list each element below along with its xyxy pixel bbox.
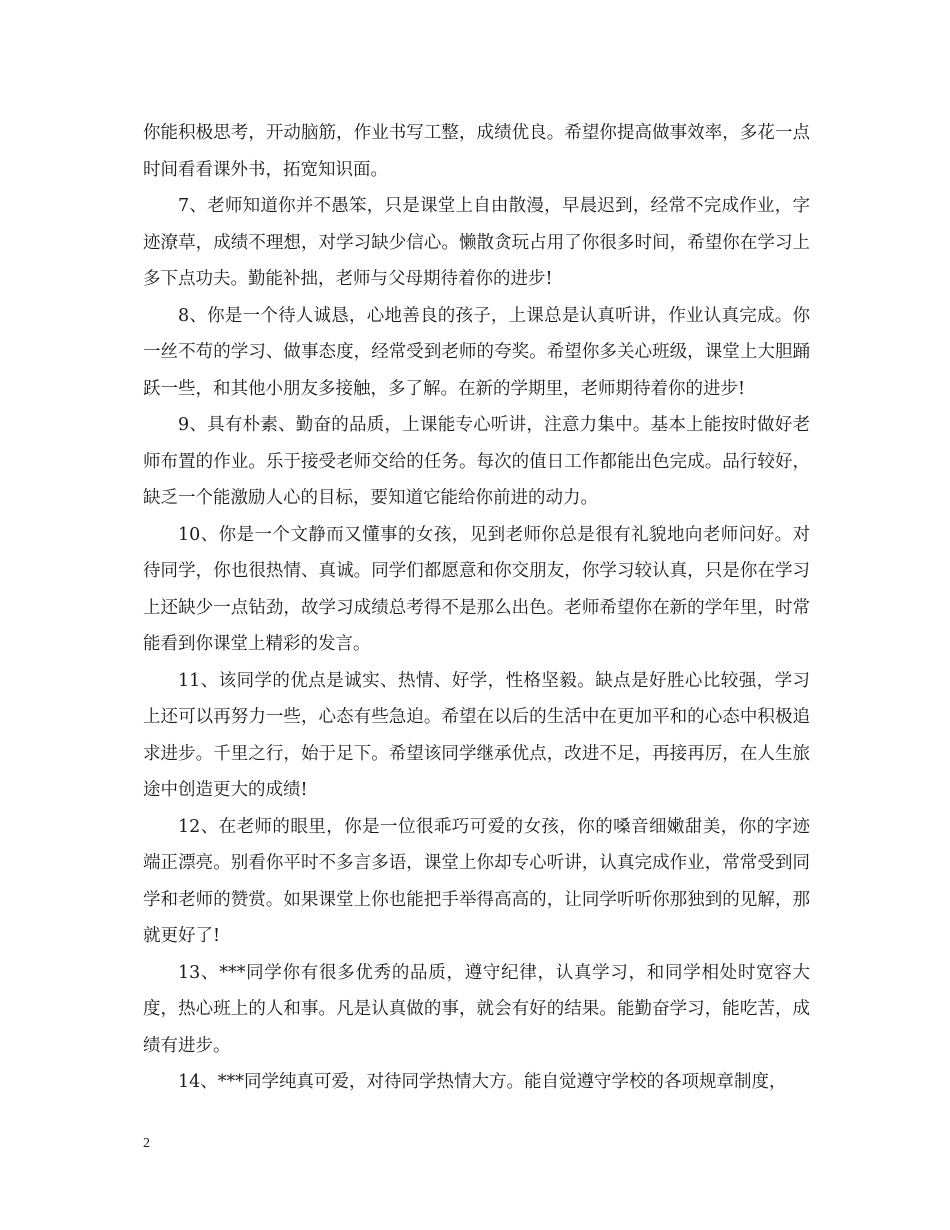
- paragraph-comment-12: 12、在老师的眼里，你是一位很乖巧可爱的女孩，你的嗓音细嫩甜美，你的字迹端正漂亮。别看你平时不多言多语，课堂上你却专心听讲，认真完成作业，常常受到同学和老师的赞赏。如果课堂上你也能把手举得高高的，让同学听听你那独到的见解，那就更好了!: [143, 816, 810, 946]
- paragraph-comment-13: 13、***同学你有很多优秀的品质，遵守纪律，认真学习，和同学相处时宽容大度，热心班上的人和事。凡是认真做的事，就会有好的结果。能勤奋学习，能吃苦，成绩有进步。: [143, 962, 810, 1056]
- page-number: 2: [143, 1136, 150, 1151]
- paragraph-comment-7: 7、老师知道你并不愚笨，只是课堂上自由散漫，早晨迟到，经常不完成作业，字迹潦草，成绩不理想，对学习缺少信心。懒散贪玩占用了你很多时间，希望你在学习上多下点功夫。勤能补拙，老师与父母期待着你的进步!: [143, 196, 810, 289]
- paragraph-continued: 你能积极思考，开动脑筋，作业书写工整，成绩优良。希望你提高做事效率，多花一点时间看看课外书，拓宽知识面。: [143, 123, 810, 180]
- paragraph-comment-14: 14、***同学纯真可爱，对待同学热情大方。能自觉遵守学校的各项规章制度，: [178, 1072, 787, 1092]
- paragraph-comment-9: 9、具有朴素、勤奋的品质，上课能专心听讲，注意力集中。基本上能按时做好老师布置的作业。乐于接受老师交给的任务。每次的值日工作都能出色完成。品行较好，缺乏一个能激励人心的目标，要知道它能给你前进的动力。: [143, 415, 810, 508]
- paragraph-comment-11: 11、该同学的优点是诚实、热情、好学，性格坚毅。缺点是好胜心比较强，学习上还可以再努力一些，心态有些急迫。希望在以后的生活中在更加平和的心态中积极追求进步。千里之行，始于足下。希望该同学继承优点，改进不足，再接再厉，在人生旅途中创造更大的成绩!: [143, 670, 810, 800]
- document-body: [143, 115, 810, 1101]
- paragraph-comment-10: 10、你是一个文静而又懂事的女孩，见到老师你总是很有礼貌地向老师问好。对待同学，你也很热情、真诚。同学们都愿意和你交朋友，你学习较认真，只是你在学习上还缺少一点钻劲，故学习成绩总考得不是那么出色。老师希望你在新的学年里，时常能看到你课堂上精彩的发言。: [143, 524, 810, 654]
- paragraph-comment-8: 8、你是一个待人诚恳，心地善良的孩子，上课总是认真听讲，作业认真完成。你一丝不苟的学习、做事态度，经常受到老师的夸奖。希望你多关心班级，课堂上大胆踊跃一些，和其他小朋友多接触，多了解。在新的学期里，老师期待着你的进步!: [143, 305, 810, 399]
